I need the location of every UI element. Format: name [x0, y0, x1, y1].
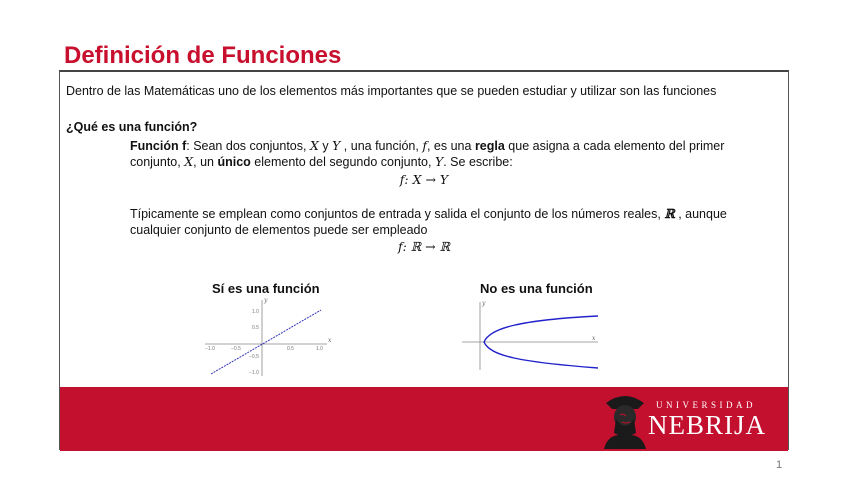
text-span: , una función, [340, 139, 423, 153]
text-span: : Sean dos conjuntos, [186, 139, 310, 153]
question-heading: ¿Qué es una función? [66, 120, 198, 134]
math-Y: Y [332, 138, 341, 153]
y-tick-label: 1.0 [252, 309, 259, 315]
text-span: , aunque cualquier conjunto de elementos puede ser empleado [130, 207, 727, 237]
portrait-emblem-icon [600, 389, 650, 449]
x-tick-label: 1.0 [316, 346, 323, 352]
x-axis-label: x [328, 337, 332, 344]
logo-university-text: UNIVERSIDAD [656, 400, 756, 410]
math-X: X [309, 138, 319, 153]
bold-regla: regla [474, 139, 505, 153]
math-X: X [184, 154, 194, 169]
x-axis-label: x [592, 335, 596, 342]
parabola-plot [460, 298, 600, 374]
formula-xy: f: X → Y [399, 172, 449, 187]
text-span: que asigna a cada elemento del primer conjunto, [130, 139, 725, 169]
y-tick-label: −0.5 [249, 354, 259, 360]
math-f: f [422, 138, 427, 153]
x-tick-label: 0.5 [287, 346, 294, 352]
intro-text: Dentro de las Matemáticas uno de los elementos más importantes que se pueden estudiar y utilizar son las funciones [66, 84, 717, 98]
university-logo [598, 388, 768, 450]
text-span: y [318, 139, 333, 153]
text-span: , es una [426, 139, 475, 153]
caption-not-function: No es una función [480, 281, 593, 296]
y-axis-label: y [482, 300, 486, 307]
function-line [211, 310, 321, 374]
y-tick-label: −1.0 [249, 370, 259, 376]
definition-term: Función f [130, 139, 187, 153]
text-span: Típicamente se emplean como conjuntos de entrada y salida el conjunto de los números reales, [130, 207, 665, 221]
content-panel [59, 70, 789, 450]
math-reals: ℝ [664, 206, 675, 221]
y-tick-label: 0.5 [252, 325, 259, 331]
definition-paragraph [130, 138, 770, 170]
reals-paragraph [130, 206, 770, 238]
y-axis-label: y [264, 297, 268, 304]
x-tick-label: −0.5 [231, 346, 241, 352]
linear-function-plot [203, 294, 333, 378]
x-tick-label: −1.0 [205, 346, 215, 352]
formula-rr: f: ℝ → ℝ [397, 239, 450, 254]
logo-name-text: NEBRIJA [648, 410, 767, 440]
text-span: elemento del segundo conjunto, [250, 155, 435, 169]
footer-band [60, 387, 788, 451]
bold-unico: único [217, 155, 251, 169]
math-Y: Y [434, 154, 444, 169]
page-number: 1 [776, 459, 783, 471]
slide-title: Definición de Funciones [64, 42, 342, 69]
text-span: , un [193, 155, 218, 169]
caption-is-function: Sí es una función [212, 281, 320, 296]
text-span: . Se escribe: [443, 155, 513, 169]
